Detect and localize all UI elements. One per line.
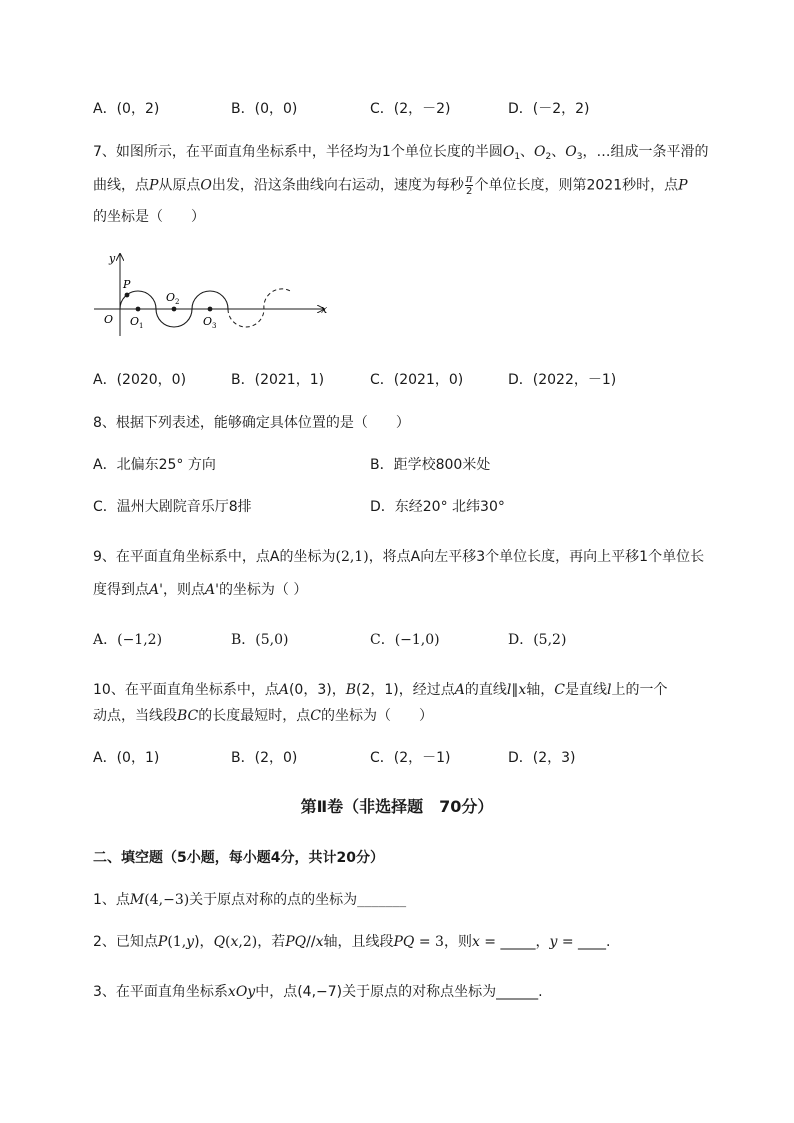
q8-option-a: A．北偏东25° 方向	[93, 457, 216, 473]
fill-question-1: 1、点M(4,−3)关于原点对称的点的坐标为_______	[93, 892, 407, 908]
q8-options-row1	[93, 455, 733, 475]
origin-label: O	[104, 313, 114, 326]
fill-question-2: 2、已知点P(1,y)，Q(x,2)，若PQ//x轴，且线段PQ = 3，则x = _____，y = ____.	[93, 934, 611, 950]
q9-stem-line2: 度得到点A'，则点A'的坐标为（ ）	[93, 582, 308, 598]
q10-stem-line2: 动点，当线段BC的长度最短时，点C的坐标为（ ）	[93, 708, 433, 724]
q9-options	[93, 630, 733, 650]
fill-question-3: 3、在平面直角坐标系xOy中，点(4,−7)关于原点的对称点坐标为______.	[93, 984, 543, 1000]
point-o2	[172, 307, 177, 312]
section-title: 第Ⅱ卷（非选择题 70分）	[300, 797, 494, 816]
q10-option-d: D．(2，3)	[508, 750, 576, 766]
q6-option-b: B．(0，0)	[231, 101, 298, 117]
q7-option-d: D．(2022，－1)	[508, 372, 617, 388]
point-p	[125, 293, 130, 298]
q10-options	[93, 748, 733, 768]
q10-option-a: A．(0，1)	[93, 750, 160, 766]
q8-option-c: C．温州大剧院音乐厅8排	[93, 499, 252, 515]
point-o3	[208, 307, 213, 312]
y-axis-label: y	[109, 252, 116, 265]
q6-option-a: A．(0，2)	[93, 101, 160, 117]
pi-over-2-fraction: $\frac{\pi}{2}$	[465, 174, 473, 197]
q7-stem-line2: 曲线，点P从原点O出发，沿这条曲线向右运动，速度为每秒 $\frac{\pi}{2}$ 个单位长度，则第2021秒时，点P	[93, 174, 688, 197]
q7-option-a: A．(2020，0)	[93, 372, 187, 388]
q7-options	[93, 370, 733, 390]
q10-stem-line1: 10、在平面直角坐标系中，点A(0，3)，B(2，1)，经过点A的直线l∥x轴，C是直线l上的一个	[93, 682, 668, 698]
q6-options	[93, 99, 733, 119]
o2-label: $O_2$	[166, 291, 180, 306]
dashed-curve	[228, 289, 292, 327]
x-axis-label: x	[321, 303, 328, 316]
q8-option-d: D．东经20° 北纬30°	[370, 499, 505, 515]
q7-stem-line3: 的坐标是（ ）	[93, 209, 205, 225]
o3-label: $O_3$	[203, 315, 217, 330]
q7-option-c: C．(2021，0)	[370, 372, 464, 388]
q10-option-b: B．(2，0)	[231, 750, 298, 766]
o1-label: $O_1$	[130, 315, 144, 330]
q9-option-a: A．(−1,2)	[93, 632, 163, 648]
q7-option-b: B．(2021，1)	[231, 372, 325, 388]
q6-option-c: C．(2，－2)	[370, 101, 451, 117]
q9-option-b: B．(5,0)	[231, 632, 289, 648]
q9-stem-line1: 9、在平面直角坐标系中，点A的坐标为(2,1)，将点A向左平移3个单位长度，再向上平移1个单位长	[93, 549, 705, 565]
p-label: P	[123, 278, 131, 291]
part-title: 二、填空题（5小题，每小题4分，共计20分）	[93, 850, 384, 866]
q8-option-b: B．距学校800米处	[370, 457, 491, 473]
semicircle-curve-figure	[92, 250, 332, 336]
point-o1	[136, 307, 141, 312]
q9-option-d: D．(5,2)	[508, 632, 567, 648]
q7-stem-line1: 7、如图所示，在平面直角坐标系中，半径均为1个单位长度的半圆$O_1$、$O_2$、$O_3$，…组成一条平滑的	[93, 144, 709, 162]
q8-stem: 8、根据下列表述，能够确定具体位置的是（ ）	[93, 415, 410, 431]
q10-option-c: C．(2，－1)	[370, 750, 451, 766]
q6-option-d: D．(－2，2)	[508, 101, 590, 117]
q9-option-c: C．(−1,0)	[370, 632, 440, 648]
q8-options-row2	[93, 497, 733, 517]
